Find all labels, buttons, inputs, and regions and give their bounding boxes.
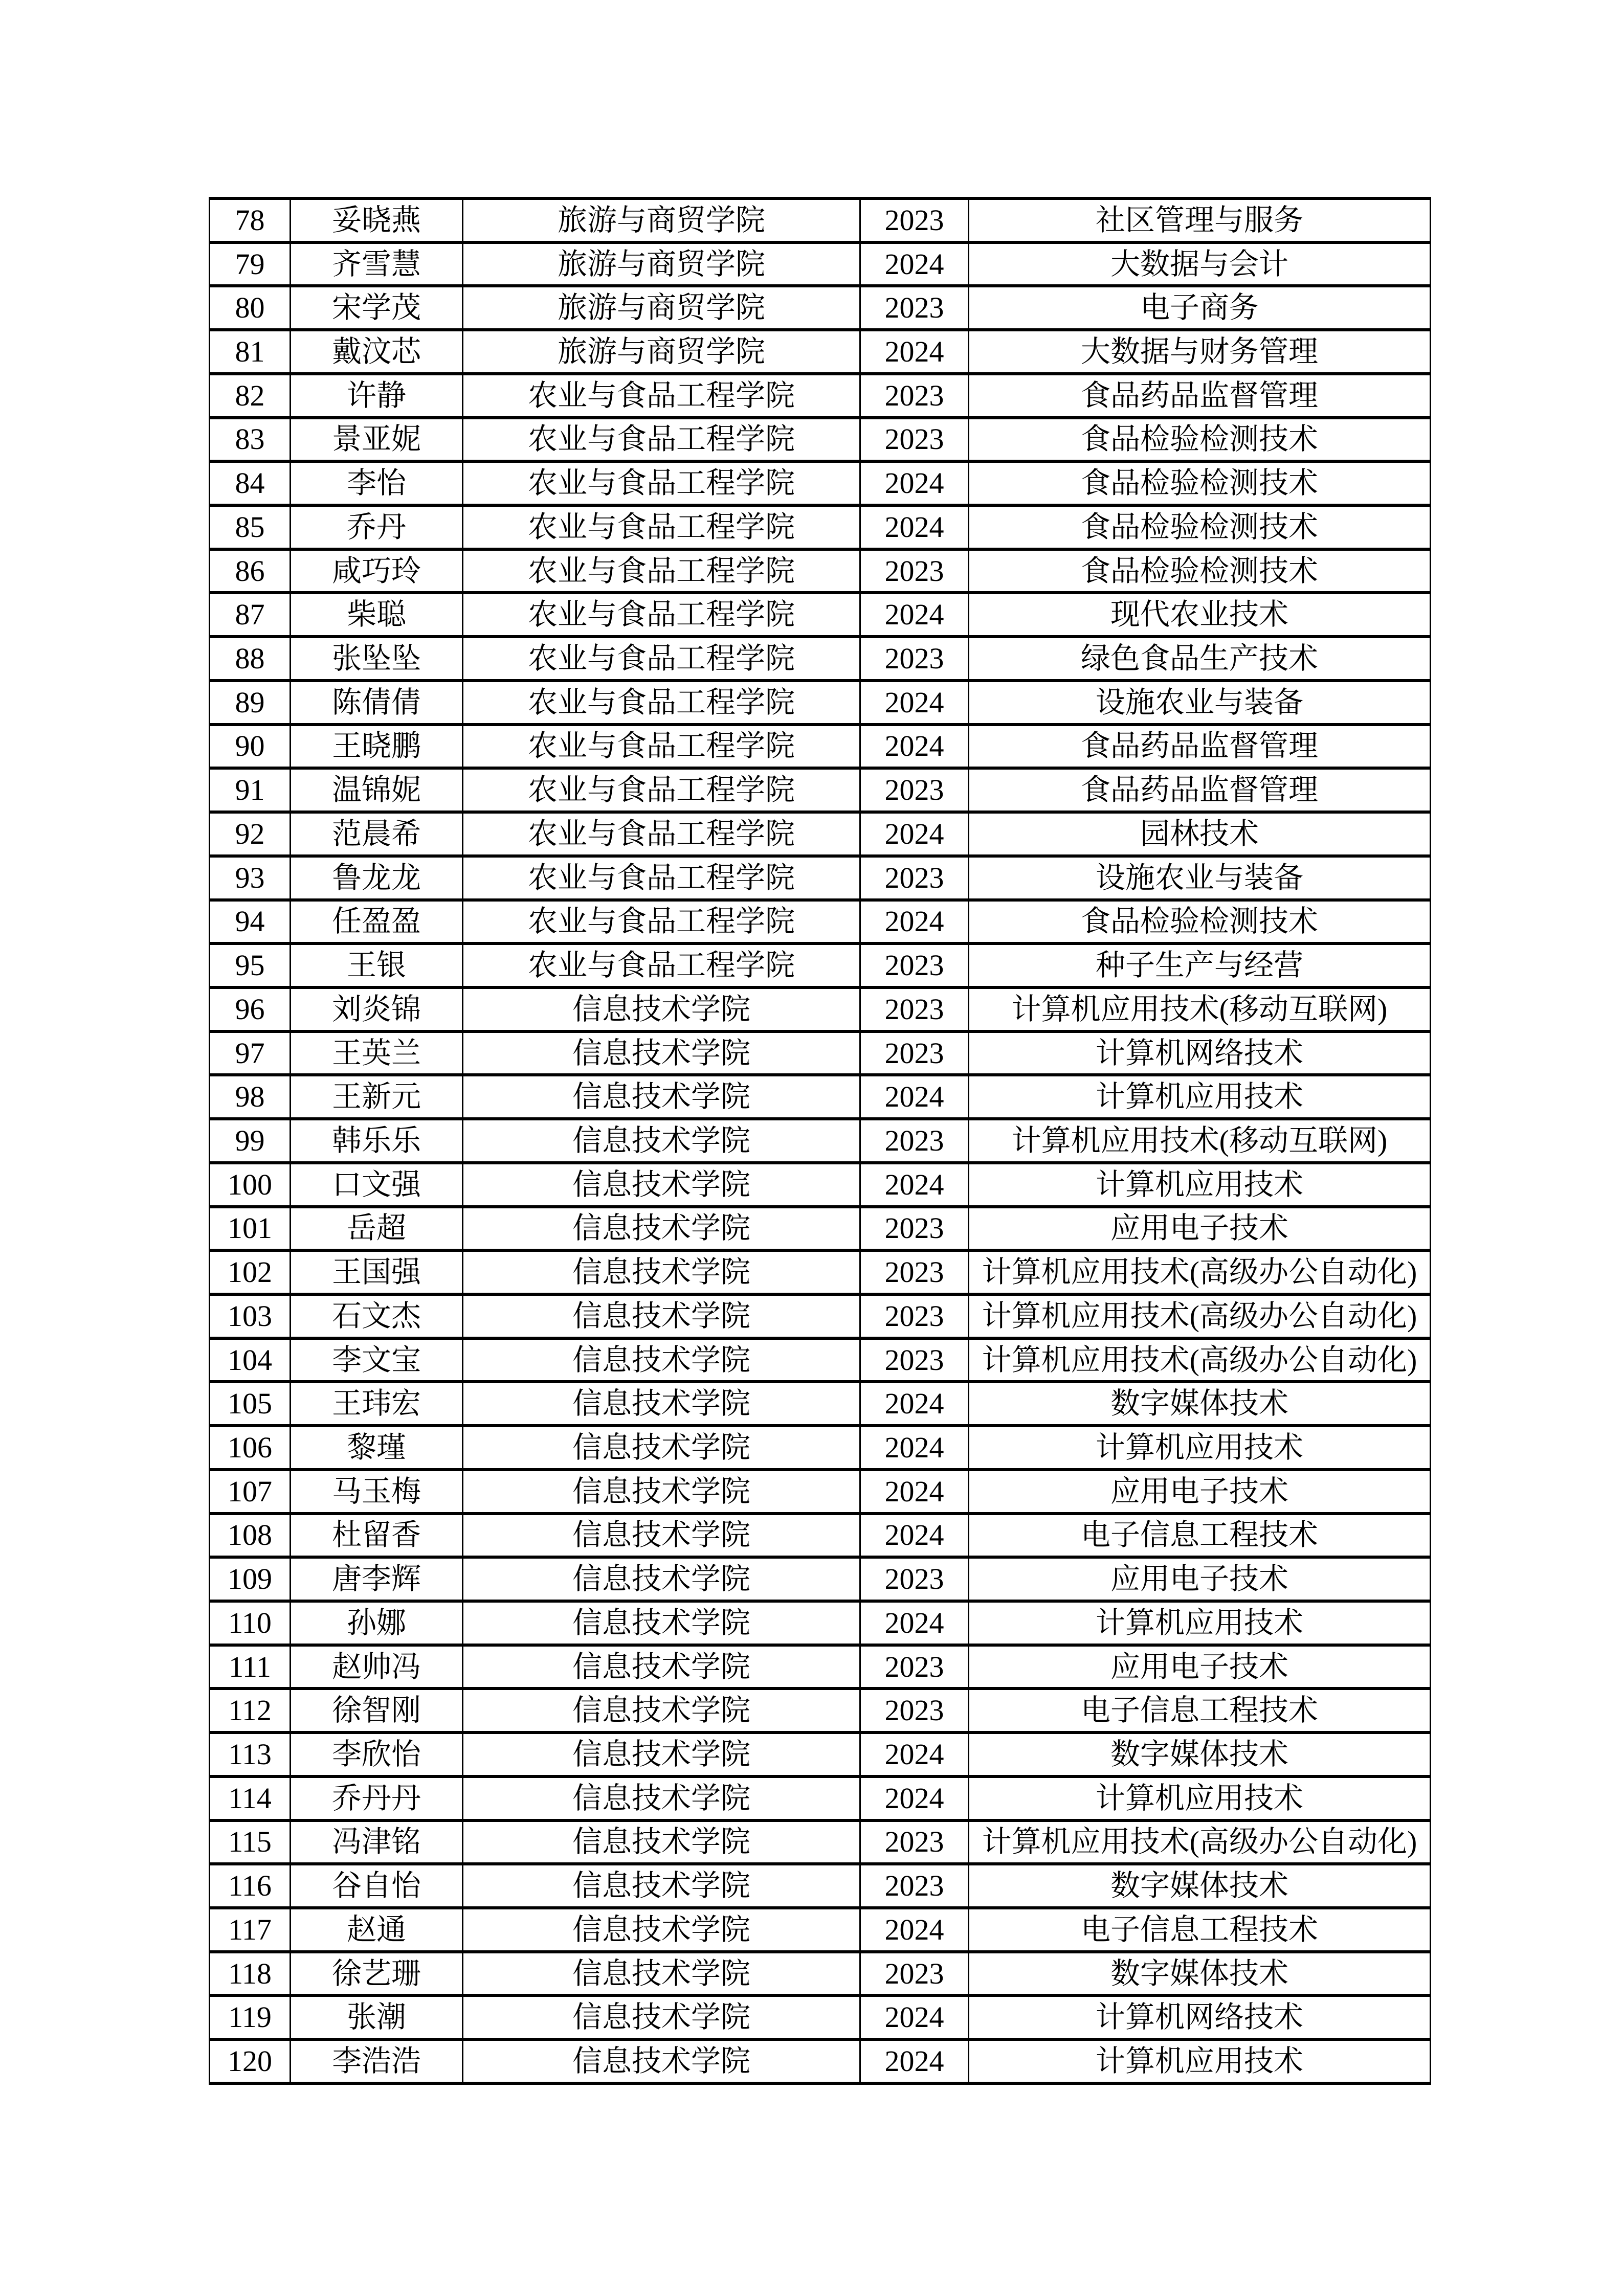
- cell-name: 杜留香: [291, 1514, 463, 1558]
- cell-college: 农业与食品工程学院: [463, 856, 860, 900]
- cell-major: 大数据与财务管理: [969, 330, 1431, 374]
- cell-college: 信息技术学院: [463, 1470, 860, 1514]
- cell-no: 109: [210, 1557, 291, 1601]
- table-row: [210, 1995, 1431, 2039]
- cell-college: 信息技术学院: [463, 1338, 860, 1382]
- cell-college: 信息技术学院: [463, 1557, 860, 1601]
- cell-no: 93: [210, 856, 291, 900]
- table-row: [210, 505, 1431, 549]
- cell-college: 农业与食品工程学院: [463, 593, 860, 637]
- table-row: [210, 1207, 1431, 1251]
- cell-major: 电子信息工程技术: [969, 1689, 1431, 1732]
- cell-college: 信息技术学院: [463, 1952, 860, 1996]
- cell-major: 数字媒体技术: [969, 1864, 1431, 1908]
- cell-year: 2024: [860, 1732, 969, 1776]
- cell-major: 食品检验检测技术: [969, 418, 1431, 462]
- table-row: [210, 856, 1431, 900]
- cell-name: 鲁龙龙: [291, 856, 463, 900]
- cell-major: 社区管理与服务: [969, 198, 1431, 242]
- table-row: [210, 812, 1431, 856]
- table-row: [210, 198, 1431, 242]
- cell-major: 计算机应用技术(高级办公自动化): [969, 1338, 1431, 1382]
- table-row: [210, 1820, 1431, 1864]
- cell-no: 89: [210, 681, 291, 725]
- cell-year: 2023: [860, 1689, 969, 1732]
- cell-year: 2024: [860, 1514, 969, 1558]
- cell-no: 87: [210, 593, 291, 637]
- cell-year: 2024: [860, 1163, 969, 1207]
- cell-major: 设施农业与装备: [969, 681, 1431, 725]
- cell-year: 2023: [860, 637, 969, 681]
- cell-no: 119: [210, 1995, 291, 2039]
- table-row: [210, 768, 1431, 812]
- cell-major: 食品检验检测技术: [969, 505, 1431, 549]
- cell-no: 103: [210, 1294, 291, 1338]
- cell-no: 114: [210, 1776, 291, 1820]
- cell-college: 信息技术学院: [463, 1031, 860, 1075]
- cell-major: 计算机应用技术(移动互联网): [969, 987, 1431, 1031]
- cell-year: 2024: [860, 330, 969, 374]
- student-roster-body: [210, 198, 1431, 2083]
- cell-college: 农业与食品工程学院: [463, 681, 860, 725]
- cell-major: 应用电子技术: [969, 1207, 1431, 1251]
- cell-name: 李怡: [291, 461, 463, 505]
- cell-college: 信息技术学院: [463, 1382, 860, 1426]
- cell-major: 食品药品监督管理: [969, 725, 1431, 769]
- cell-college: 信息技术学院: [463, 1820, 860, 1864]
- cell-year: 2023: [860, 374, 969, 418]
- cell-year: 2024: [860, 812, 969, 856]
- cell-no: 84: [210, 461, 291, 505]
- cell-name: 唐李辉: [291, 1557, 463, 1601]
- cell-college: 信息技术学院: [463, 1294, 860, 1338]
- cell-name: 咸巧玲: [291, 549, 463, 593]
- table-row: [210, 1031, 1431, 1075]
- cell-name: 范晨希: [291, 812, 463, 856]
- table-row: [210, 1557, 1431, 1601]
- cell-name: 王玮宏: [291, 1382, 463, 1426]
- cell-year: 2024: [860, 900, 969, 944]
- cell-year: 2023: [860, 549, 969, 593]
- cell-major: 食品药品监督管理: [969, 768, 1431, 812]
- cell-no: 112: [210, 1689, 291, 1732]
- cell-no: 117: [210, 1908, 291, 1952]
- cell-name: 陈倩倩: [291, 681, 463, 725]
- cell-name: 李欣怡: [291, 1732, 463, 1776]
- cell-no: 108: [210, 1514, 291, 1558]
- cell-no: 96: [210, 987, 291, 1031]
- cell-name: 徐智刚: [291, 1689, 463, 1732]
- cell-name: 张坠坠: [291, 637, 463, 681]
- cell-year: 2024: [860, 681, 969, 725]
- cell-year: 2023: [860, 1294, 969, 1338]
- table-row: [210, 1075, 1431, 1119]
- cell-year: 2023: [860, 418, 969, 462]
- table-row: [210, 1338, 1431, 1382]
- cell-no: 105: [210, 1382, 291, 1426]
- cell-college: 农业与食品工程学院: [463, 725, 860, 769]
- cell-no: 116: [210, 1864, 291, 1908]
- cell-major: 计算机网络技术: [969, 1031, 1431, 1075]
- table-row: [210, 2039, 1431, 2083]
- cell-year: 2023: [860, 1557, 969, 1601]
- table-row: [210, 1864, 1431, 1908]
- cell-name: 王国强: [291, 1250, 463, 1294]
- cell-year: 2024: [860, 1470, 969, 1514]
- cell-major: 计算机应用技术: [969, 1426, 1431, 1470]
- table-row: [210, 725, 1431, 769]
- cell-name: 乔丹: [291, 505, 463, 549]
- table-row: [210, 242, 1431, 286]
- table-row: [210, 374, 1431, 418]
- cell-college: 信息技术学院: [463, 1864, 860, 1908]
- cell-no: 115: [210, 1820, 291, 1864]
- cell-year: 2024: [860, 1382, 969, 1426]
- cell-no: 81: [210, 330, 291, 374]
- cell-name: 妥晓燕: [291, 198, 463, 242]
- cell-no: 111: [210, 1645, 291, 1689]
- cell-name: 李浩浩: [291, 2039, 463, 2083]
- cell-no: 79: [210, 242, 291, 286]
- cell-college: 农业与食品工程学院: [463, 768, 860, 812]
- cell-major: 计算机应用技术: [969, 2039, 1431, 2083]
- cell-name: 王银: [291, 943, 463, 987]
- table-row: [210, 1163, 1431, 1207]
- cell-major: 计算机应用技术: [969, 1601, 1431, 1645]
- cell-college: 信息技术学院: [463, 987, 860, 1031]
- cell-no: 98: [210, 1075, 291, 1119]
- cell-major: 数字媒体技术: [969, 1732, 1431, 1776]
- cell-name: 徐艺珊: [291, 1952, 463, 1996]
- cell-college: 农业与食品工程学院: [463, 418, 860, 462]
- cell-major: 食品检验检测技术: [969, 461, 1431, 505]
- cell-no: 78: [210, 198, 291, 242]
- cell-no: 100: [210, 1163, 291, 1207]
- cell-no: 94: [210, 900, 291, 944]
- table-row: [210, 1776, 1431, 1820]
- cell-major: 计算机应用技术: [969, 1075, 1431, 1119]
- cell-college: 农业与食品工程学院: [463, 900, 860, 944]
- cell-name: 景亚妮: [291, 418, 463, 462]
- cell-year: 2024: [860, 242, 969, 286]
- cell-college: 旅游与商贸学院: [463, 198, 860, 242]
- cell-name: 宋学茂: [291, 286, 463, 330]
- cell-year: 2023: [860, 987, 969, 1031]
- cell-college: 信息技术学院: [463, 1995, 860, 2039]
- table-row: [210, 1382, 1431, 1426]
- table-row: [210, 1908, 1431, 1952]
- table-row: [210, 1732, 1431, 1776]
- table-row: [210, 461, 1431, 505]
- cell-college: 信息技术学院: [463, 1163, 860, 1207]
- cell-name: 孙娜: [291, 1601, 463, 1645]
- cell-no: 101: [210, 1207, 291, 1251]
- cell-name: 马玉梅: [291, 1470, 463, 1514]
- cell-year: 2024: [860, 1075, 969, 1119]
- cell-year: 2024: [860, 725, 969, 769]
- cell-no: 80: [210, 286, 291, 330]
- cell-name: 许静: [291, 374, 463, 418]
- cell-name: 任盈盈: [291, 900, 463, 944]
- cell-year: 2023: [860, 1031, 969, 1075]
- cell-major: 电子信息工程技术: [969, 1514, 1431, 1558]
- cell-no: 95: [210, 943, 291, 987]
- table-row: [210, 1601, 1431, 1645]
- cell-no: 83: [210, 418, 291, 462]
- student-roster-table: [209, 197, 1431, 2085]
- cell-name: 温锦妮: [291, 768, 463, 812]
- cell-name: 乔丹丹: [291, 1776, 463, 1820]
- cell-college: 信息技术学院: [463, 1601, 860, 1645]
- cell-major: 现代农业技术: [969, 593, 1431, 637]
- cell-college: 信息技术学院: [463, 1250, 860, 1294]
- cell-year: 2023: [860, 1952, 969, 1996]
- cell-major: 食品检验检测技术: [969, 549, 1431, 593]
- cell-name: 王新元: [291, 1075, 463, 1119]
- cell-year: 2023: [860, 856, 969, 900]
- cell-name: 谷自怡: [291, 1864, 463, 1908]
- table-row: [210, 1514, 1431, 1558]
- cell-no: 104: [210, 1338, 291, 1382]
- cell-major: 计算机应用技术(高级办公自动化): [969, 1820, 1431, 1864]
- cell-no: 106: [210, 1426, 291, 1470]
- cell-no: 97: [210, 1031, 291, 1075]
- table-row: [210, 900, 1431, 944]
- cell-year: 2024: [860, 1908, 969, 1952]
- table-row: [210, 1250, 1431, 1294]
- cell-major: 种子生产与经营: [969, 943, 1431, 987]
- table-row: [210, 418, 1431, 462]
- cell-college: 农业与食品工程学院: [463, 374, 860, 418]
- cell-major: 应用电子技术: [969, 1557, 1431, 1601]
- cell-college: 信息技术学院: [463, 2039, 860, 2083]
- cell-name: 赵通: [291, 1908, 463, 1952]
- cell-no: 90: [210, 725, 291, 769]
- cell-year: 2023: [860, 1645, 969, 1689]
- cell-year: 2023: [860, 1250, 969, 1294]
- cell-college: 信息技术学院: [463, 1119, 860, 1163]
- cell-college: 农业与食品工程学院: [463, 943, 860, 987]
- cell-major: 数字媒体技术: [969, 1952, 1431, 1996]
- cell-major: 设施农业与装备: [969, 856, 1431, 900]
- cell-name: 冯津铭: [291, 1820, 463, 1864]
- cell-name: 王晓鹏: [291, 725, 463, 769]
- cell-major: 应用电子技术: [969, 1470, 1431, 1514]
- cell-year: 2023: [860, 1820, 969, 1864]
- cell-major: 绿色食品生产技术: [969, 637, 1431, 681]
- cell-name: 黎瑾: [291, 1426, 463, 1470]
- cell-year: 2023: [860, 1864, 969, 1908]
- table-row: [210, 987, 1431, 1031]
- cell-name: 李文宝: [291, 1338, 463, 1382]
- cell-college: 农业与食品工程学院: [463, 637, 860, 681]
- cell-year: 2023: [860, 1119, 969, 1163]
- cell-college: 信息技术学院: [463, 1908, 860, 1952]
- cell-name: 口文强: [291, 1163, 463, 1207]
- table-row: [210, 1689, 1431, 1732]
- table-row: [210, 549, 1431, 593]
- cell-college: 农业与食品工程学院: [463, 505, 860, 549]
- cell-year: 2024: [860, 593, 969, 637]
- cell-year: 2023: [860, 768, 969, 812]
- cell-name: 岳超: [291, 1207, 463, 1251]
- cell-college: 旅游与商贸学院: [463, 242, 860, 286]
- table-row: [210, 943, 1431, 987]
- cell-major: 园林技术: [969, 812, 1431, 856]
- cell-year: 2024: [860, 1995, 969, 2039]
- cell-major: 应用电子技术: [969, 1645, 1431, 1689]
- table-row: [210, 1470, 1431, 1514]
- cell-college: 信息技术学院: [463, 1207, 860, 1251]
- cell-college: 信息技术学院: [463, 1776, 860, 1820]
- table-row: [210, 330, 1431, 374]
- cell-no: 86: [210, 549, 291, 593]
- cell-year: 2023: [860, 198, 969, 242]
- cell-year: 2023: [860, 1207, 969, 1251]
- cell-year: 2023: [860, 286, 969, 330]
- cell-year: 2024: [860, 1601, 969, 1645]
- table-row: [210, 1294, 1431, 1338]
- cell-no: 88: [210, 637, 291, 681]
- cell-major: 计算机应用技术(移动互联网): [969, 1119, 1431, 1163]
- cell-year: 2024: [860, 1426, 969, 1470]
- cell-no: 118: [210, 1952, 291, 1996]
- cell-college: 农业与食品工程学院: [463, 812, 860, 856]
- cell-major: 电子商务: [969, 286, 1431, 330]
- cell-no: 91: [210, 768, 291, 812]
- cell-major: 计算机应用技术: [969, 1163, 1431, 1207]
- cell-name: 赵帅冯: [291, 1645, 463, 1689]
- cell-year: 2024: [860, 2039, 969, 2083]
- cell-name: 石文杰: [291, 1294, 463, 1338]
- cell-college: 信息技术学院: [463, 1514, 860, 1558]
- cell-college: 信息技术学院: [463, 1075, 860, 1119]
- cell-no: 92: [210, 812, 291, 856]
- table-row: [210, 1119, 1431, 1163]
- cell-no: 113: [210, 1732, 291, 1776]
- cell-year: 2024: [860, 505, 969, 549]
- table-row: [210, 593, 1431, 637]
- table-row: [210, 1952, 1431, 1996]
- cell-no: 107: [210, 1470, 291, 1514]
- cell-college: 信息技术学院: [463, 1732, 860, 1776]
- cell-no: 102: [210, 1250, 291, 1294]
- cell-name: 张潮: [291, 1995, 463, 2039]
- cell-year: 2024: [860, 1776, 969, 1820]
- cell-major: 电子信息工程技术: [969, 1908, 1431, 1952]
- table-row: [210, 637, 1431, 681]
- cell-college: 旅游与商贸学院: [463, 330, 860, 374]
- cell-college: 农业与食品工程学院: [463, 461, 860, 505]
- cell-major: 计算机应用技术: [969, 1776, 1431, 1820]
- cell-major: 计算机应用技术(高级办公自动化): [969, 1294, 1431, 1338]
- cell-college: 信息技术学院: [463, 1689, 860, 1732]
- cell-major: 计算机应用技术(高级办公自动化): [969, 1250, 1431, 1294]
- cell-no: 82: [210, 374, 291, 418]
- cell-no: 85: [210, 505, 291, 549]
- cell-college: 旅游与商贸学院: [463, 286, 860, 330]
- cell-no: 110: [210, 1601, 291, 1645]
- cell-name: 戴汶芯: [291, 330, 463, 374]
- table-row: [210, 1645, 1431, 1689]
- cell-name: 柴聪: [291, 593, 463, 637]
- cell-no: 99: [210, 1119, 291, 1163]
- table-row: [210, 681, 1431, 725]
- cell-name: 王英兰: [291, 1031, 463, 1075]
- cell-name: 刘炎锦: [291, 987, 463, 1031]
- cell-name: 韩乐乐: [291, 1119, 463, 1163]
- cell-major: 食品检验检测技术: [969, 900, 1431, 944]
- cell-major: 计算机网络技术: [969, 1995, 1431, 2039]
- cell-no: 120: [210, 2039, 291, 2083]
- cell-major: 大数据与会计: [969, 242, 1431, 286]
- cell-college: 农业与食品工程学院: [463, 549, 860, 593]
- table-row: [210, 1426, 1431, 1470]
- cell-year: 2023: [860, 1338, 969, 1382]
- cell-major: 数字媒体技术: [969, 1382, 1431, 1426]
- cell-college: 信息技术学院: [463, 1645, 860, 1689]
- cell-year: 2023: [860, 943, 969, 987]
- cell-college: 信息技术学院: [463, 1426, 860, 1470]
- table-row: [210, 286, 1431, 330]
- cell-year: 2024: [860, 461, 969, 505]
- cell-major: 食品药品监督管理: [969, 374, 1431, 418]
- cell-name: 齐雪慧: [291, 242, 463, 286]
